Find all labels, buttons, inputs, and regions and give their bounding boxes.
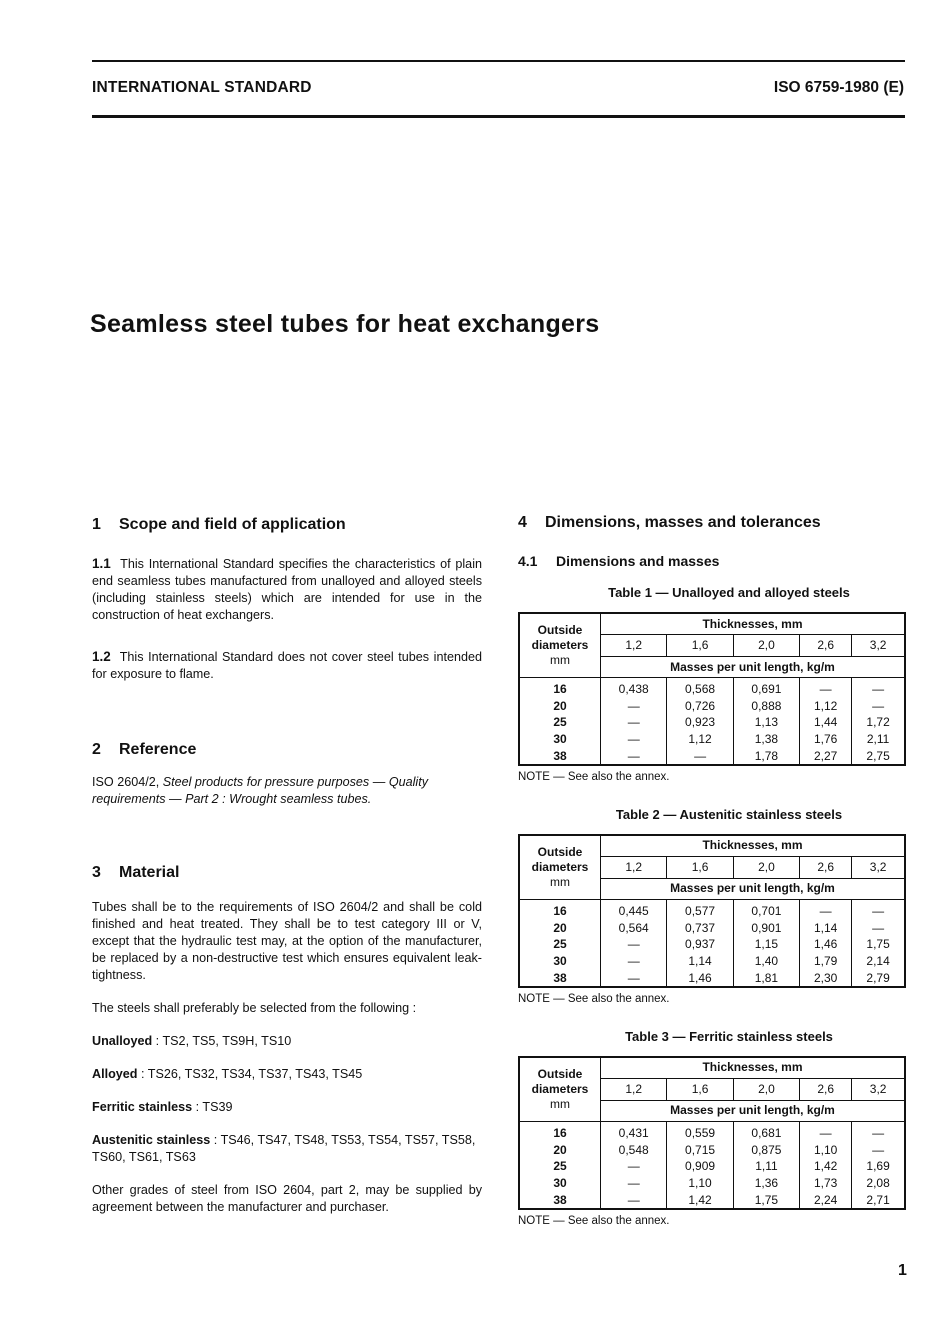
mass-cell: 1,10 xyxy=(800,1142,852,1159)
mass-cell: 1,46 xyxy=(800,936,852,953)
diameter-cell: 25 xyxy=(519,936,601,953)
section-title: Scope and field of application xyxy=(119,516,346,533)
mass-cell: — xyxy=(601,714,667,731)
grade-ferritic: Ferritic stainless : TS39 xyxy=(92,1100,233,1114)
mass-cell: 2,08 xyxy=(852,1175,905,1192)
mass-cell: 2,71 xyxy=(852,1191,905,1209)
mass-cell: 1,69 xyxy=(852,1158,905,1175)
header-document-number: ISO 6759-1980 (E) xyxy=(773,79,904,96)
section-number: 4 xyxy=(518,514,527,531)
thickness-header: Thicknesses, mm xyxy=(601,1057,906,1079)
mass-cell: 1,75 xyxy=(733,1191,799,1209)
thickness-value: 1,6 xyxy=(667,856,733,878)
thickness-value: 2,6 xyxy=(800,856,852,878)
thickness-value: 1,2 xyxy=(601,1078,667,1100)
mass-cell: 0,937 xyxy=(667,936,733,953)
reference-title: Steel products for pressure purposes — Quality requirements — Part 2 : Wrought seamless tubes. xyxy=(92,775,429,806)
diameter-cell: 30 xyxy=(519,953,601,970)
mass-header: Masses per unit length, kg/m xyxy=(601,878,906,899)
section-3-heading xyxy=(92,864,482,881)
diameter-cell: 20 xyxy=(519,1142,601,1159)
od-header-line: Outside xyxy=(537,623,583,637)
mass-cell: 0,737 xyxy=(667,920,733,937)
od-header-line: Outside xyxy=(537,844,583,859)
mass-cell: — xyxy=(601,747,667,765)
thickness-value: 1,6 xyxy=(667,635,733,657)
mass-cell: — xyxy=(852,1121,905,1141)
clause-text: This International Standard specifies the characteristics of plain end seamless tubes manufactured from unalloyed and alloyed steels (including stainless steels) which are intended for use in the construction of heat exchangers. xyxy=(92,557,482,622)
mass-cell: 1,10 xyxy=(667,1175,733,1192)
section-number: 2 xyxy=(92,741,101,758)
mass-cell: 1,40 xyxy=(733,953,799,970)
tables-container xyxy=(518,584,908,1230)
od-header-unit: mm xyxy=(550,874,570,889)
mass-cell: 2,11 xyxy=(852,731,905,748)
diameter-cell: 20 xyxy=(519,698,601,715)
subsection-4-1-heading xyxy=(518,553,908,570)
mass-cell: 1,42 xyxy=(800,1158,852,1175)
grade-values: TS26, TS32, TS34, TS37, TS43, TS45 xyxy=(147,1067,363,1081)
section-title: Material xyxy=(119,864,180,881)
mass-table-block-3 xyxy=(518,1028,908,1230)
thickness-value: 2,0 xyxy=(733,856,799,878)
table-row xyxy=(519,899,905,919)
clause-number: 1.2 xyxy=(92,649,111,664)
table-row xyxy=(519,698,905,715)
thickness-header: Thicknesses, mm xyxy=(601,613,906,635)
section-number: 3 xyxy=(92,864,101,881)
left-column xyxy=(92,516,482,1216)
thickness-value: 3,2 xyxy=(852,1078,905,1100)
diameter-cell: 20 xyxy=(519,920,601,937)
mass-cell: — xyxy=(601,1175,667,1192)
table-caption: Table 2 — Austenitic stainless steels xyxy=(615,806,843,822)
diameter-cell: 16 xyxy=(519,678,601,698)
grade-unalloyed: Unalloyed : TS2, TS5, TS9H, TS10 xyxy=(92,1034,292,1048)
mass-cell: 1,12 xyxy=(800,698,852,715)
diameter-cell: 38 xyxy=(519,1191,601,1209)
mass-cell: — xyxy=(601,1158,667,1175)
mass-header: Masses per unit length, kg/m xyxy=(601,657,906,678)
mass-cell: 1,78 xyxy=(733,747,799,765)
mass-cell: — xyxy=(852,1142,905,1159)
reference-paragraph xyxy=(92,774,482,808)
document-title: Seamless steel tubes for heat exchangers xyxy=(90,310,600,338)
right-column xyxy=(518,514,908,1230)
mass-cell: 1,11 xyxy=(733,1158,799,1175)
mass-cell: 0,577 xyxy=(667,899,733,919)
subsection-number: 4.1 xyxy=(518,553,538,569)
od-header-line: diameters xyxy=(531,1081,589,1096)
od-header-line: diameters xyxy=(531,638,589,652)
mass-cell: — xyxy=(601,969,667,987)
mass-cell: 0,431 xyxy=(601,1121,667,1141)
mass-cell: 0,901 xyxy=(733,920,799,937)
mass-cell: 0,438 xyxy=(601,678,667,698)
od-header-unit: mm xyxy=(550,653,570,667)
table-row xyxy=(519,731,905,748)
mass-cell: 1,76 xyxy=(800,731,852,748)
table-row xyxy=(519,1191,905,1209)
mass-cell: 1,38 xyxy=(733,731,799,748)
mass-cell: 0,564 xyxy=(601,920,667,937)
diameter-cell: 16 xyxy=(519,899,601,919)
diameter-cell: 16 xyxy=(519,1121,601,1141)
thickness-value: 2,6 xyxy=(800,1078,852,1100)
outside-diameter-header xyxy=(519,835,601,900)
thickness-value: 2,0 xyxy=(733,635,799,657)
header-rule-bottom xyxy=(92,115,905,118)
mass-cell: 2,30 xyxy=(800,969,852,987)
mass-cell: — xyxy=(852,920,905,937)
table-note: NOTE — See also the annex. xyxy=(518,992,670,1005)
mass-cell: — xyxy=(601,731,667,748)
diameter-cell: 30 xyxy=(519,1175,601,1192)
mass-cell: 0,701 xyxy=(733,899,799,919)
mass-cell: 2,27 xyxy=(800,747,852,765)
table-row xyxy=(519,936,905,953)
thickness-value: 2,6 xyxy=(800,635,852,657)
material-paragraph-2: The steels shall preferably be selected from the following : xyxy=(92,1001,417,1015)
mass-cell: — xyxy=(601,936,667,953)
table-row xyxy=(519,953,905,970)
mass-cell: 0,568 xyxy=(667,678,733,698)
grade-values: TS2, TS5, TS9H, TS10 xyxy=(162,1034,292,1048)
mass-table xyxy=(518,834,906,988)
mass-cell: — xyxy=(800,1121,852,1141)
section-title: Reference xyxy=(119,741,197,758)
table-row xyxy=(519,1121,905,1141)
mass-cell: 0,445 xyxy=(601,899,667,919)
diameter-cell: 25 xyxy=(519,1158,601,1175)
table-caption: Table 3 — Ferritic stainless steels xyxy=(625,1028,833,1044)
reference-code: ISO 2604/2, xyxy=(92,775,160,789)
mass-cell: — xyxy=(601,953,667,970)
section-number: 1 xyxy=(92,516,101,533)
thickness-header: Thicknesses, mm xyxy=(601,835,906,857)
grade-label: Alloyed xyxy=(92,1067,138,1081)
section-4-heading xyxy=(518,514,908,531)
grade-label: Austenitic stainless xyxy=(92,1133,211,1147)
mass-cell: 0,548 xyxy=(601,1142,667,1159)
grade-label: Ferritic stainless xyxy=(92,1100,193,1114)
diameter-cell: 38 xyxy=(519,747,601,765)
grade-austenitic: Austenitic stainless : TS46, TS47, TS48, TS53, TS54, TS57, TS58, TS60, TS61, TS63 xyxy=(92,1133,476,1164)
mass-cell: 2,24 xyxy=(800,1191,852,1209)
mass-cell: 0,715 xyxy=(667,1142,733,1159)
table-row xyxy=(519,920,905,937)
mass-cell: — xyxy=(800,678,852,698)
mass-table-block-2 xyxy=(518,806,908,1008)
mass-cell: 0,909 xyxy=(667,1158,733,1175)
mass-cell: 2,79 xyxy=(852,969,905,987)
mass-cell: 1,81 xyxy=(733,969,799,987)
mass-cell: 1,79 xyxy=(800,953,852,970)
header-standard-label: INTERNATIONAL STANDARD xyxy=(92,79,312,96)
section-1-heading xyxy=(92,516,482,533)
clause-1-2 xyxy=(92,648,482,683)
mass-cell: — xyxy=(852,678,905,698)
mass-table-block-1 xyxy=(518,584,908,786)
outside-diameter-header xyxy=(519,613,601,678)
mass-cell: 0,559 xyxy=(667,1121,733,1141)
mass-cell: — xyxy=(601,698,667,715)
mass-cell: — xyxy=(667,747,733,765)
material-paragraph-1: Tubes shall be to the requirements of ISO 2604/2 and shall be cold finished and heat treated. They shall be to test category III or V, except that the hydraulic test may, at the option of the manufacturer, be replaced by a non-destructive test which ensures equivalent leak-tightness. xyxy=(92,900,482,982)
table-row xyxy=(519,678,905,698)
clause-1-1 xyxy=(92,555,482,624)
mass-cell: 0,681 xyxy=(733,1121,799,1141)
table-row xyxy=(519,1175,905,1192)
mass-cell: 1,14 xyxy=(800,920,852,937)
grade-values: TS39 xyxy=(202,1100,233,1114)
mass-cell: — xyxy=(601,1191,667,1209)
material-paragraph-3: Other grades of steel from ISO 2604, part 2, may be supplied by agreement between the manufacturer and purchaser. xyxy=(92,1183,482,1214)
diameter-cell: 30 xyxy=(519,731,601,748)
mass-cell: 0,888 xyxy=(733,698,799,715)
grade-values: TS46, TS47, TS48, TS53, TS54, TS57, TS58, TS60, TS61, TS63 xyxy=(92,1133,476,1164)
mass-cell: — xyxy=(852,899,905,919)
diameter-cell: 38 xyxy=(519,969,601,987)
mass-cell: 1,15 xyxy=(733,936,799,953)
mass-cell: — xyxy=(800,899,852,919)
grade-alloyed: Alloyed : TS26, TS32, TS34, TS37, TS43, TS45 xyxy=(92,1067,363,1081)
mass-header: Masses per unit length, kg/m xyxy=(601,1100,906,1121)
header-rule-top xyxy=(92,60,905,62)
thickness-value: 1,2 xyxy=(601,856,667,878)
mass-cell: 2,75 xyxy=(852,747,905,765)
mass-cell: — xyxy=(852,698,905,715)
table-row xyxy=(519,1158,905,1175)
page-number: 1 xyxy=(898,1262,907,1279)
mass-cell: 1,44 xyxy=(800,714,852,731)
table-row xyxy=(519,969,905,987)
subsection-title: Dimensions and masses xyxy=(556,553,720,569)
mass-cell: 1,73 xyxy=(800,1175,852,1192)
mass-cell: 1,12 xyxy=(667,731,733,748)
mass-cell: 1,14 xyxy=(667,953,733,970)
thickness-value: 1,2 xyxy=(601,635,667,657)
thickness-value: 3,2 xyxy=(852,635,905,657)
mass-cell: 0,875 xyxy=(733,1142,799,1159)
od-header-line: diameters xyxy=(531,859,589,874)
clause-number: 1.1 xyxy=(92,556,111,571)
diameter-cell: 25 xyxy=(519,714,601,731)
section-2-heading xyxy=(92,741,482,758)
mass-cell: 1,13 xyxy=(733,714,799,731)
mass-table xyxy=(518,612,906,766)
od-header-line: Outside xyxy=(537,1066,583,1081)
table-note: NOTE — See also the annex. xyxy=(518,1214,670,1227)
grade-label: Unalloyed xyxy=(92,1034,153,1048)
od-header-unit: mm xyxy=(550,1096,570,1111)
table-row xyxy=(519,1142,905,1159)
mass-cell: 0,726 xyxy=(667,698,733,715)
mass-cell: 2,14 xyxy=(852,953,905,970)
mass-cell: 0,923 xyxy=(667,714,733,731)
outside-diameter-header xyxy=(519,1057,601,1122)
mass-cell: 1,42 xyxy=(667,1191,733,1209)
table-caption: Table 1 — Unalloyed and alloyed steels xyxy=(608,585,850,600)
mass-cell: 1,36 xyxy=(733,1175,799,1192)
mass-cell: 1,72 xyxy=(852,714,905,731)
clause-text: This International Standard does not cover steel tubes intended for exposure to flame. xyxy=(92,650,482,681)
thickness-value: 2,0 xyxy=(733,1078,799,1100)
mass-cell: 1,75 xyxy=(852,936,905,953)
section-title: Dimensions, masses and tolerances xyxy=(545,514,821,531)
table-row xyxy=(519,747,905,765)
table-row xyxy=(519,714,905,731)
table-note: NOTE — See also the annex. xyxy=(518,770,670,783)
mass-cell: 1,46 xyxy=(667,969,733,987)
mass-cell: 0,691 xyxy=(733,678,799,698)
thickness-value: 3,2 xyxy=(852,856,905,878)
mass-table xyxy=(518,1056,906,1210)
thickness-value: 1,6 xyxy=(667,1078,733,1100)
